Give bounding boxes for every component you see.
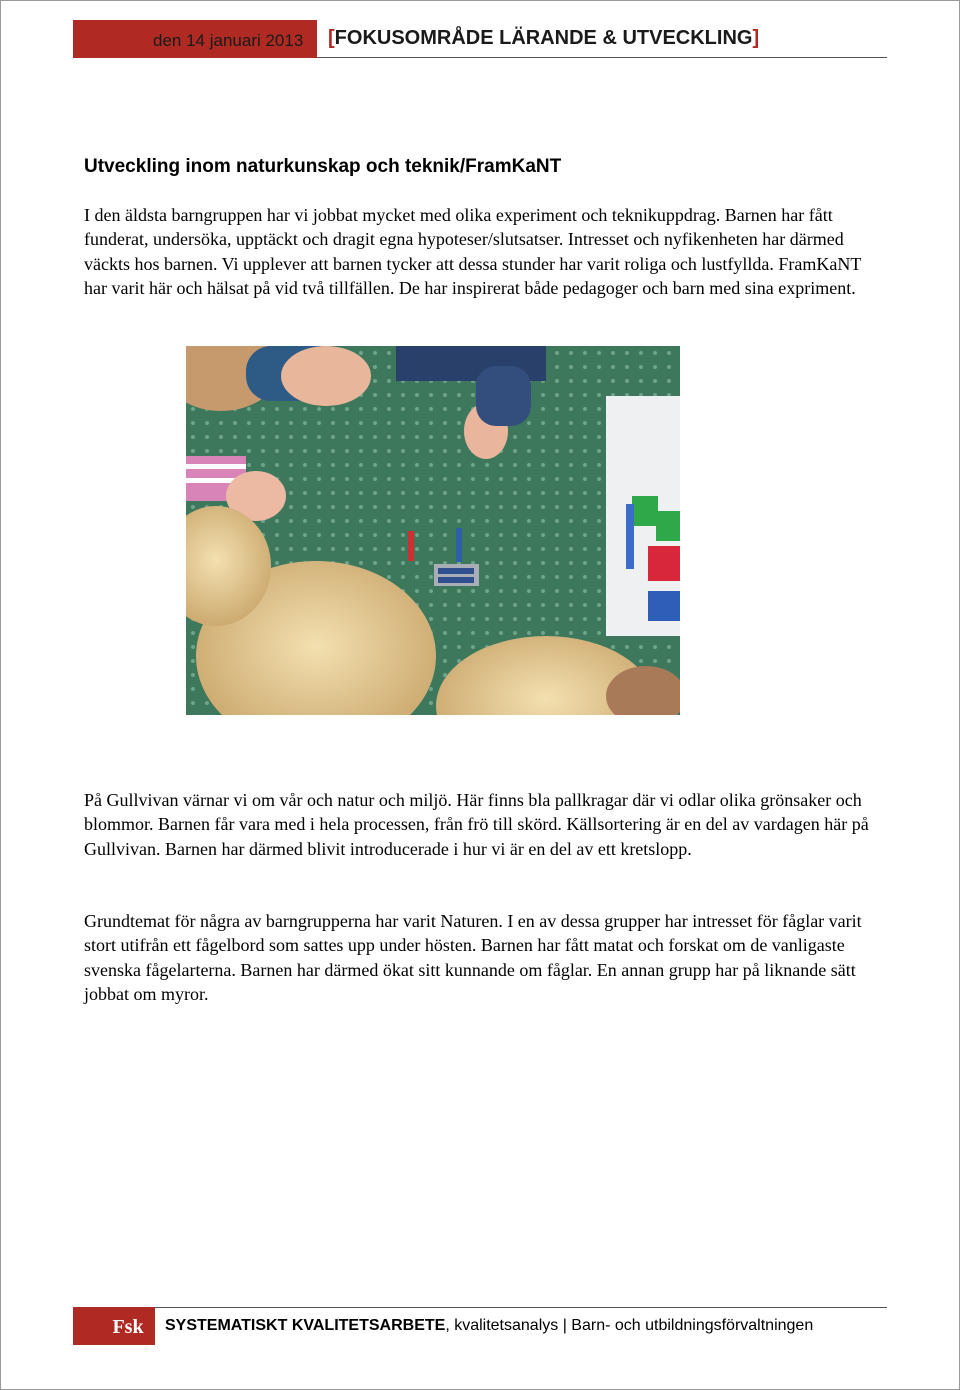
header-date: den 14 januari 2013 xyxy=(153,31,304,50)
children-experiment-photo xyxy=(186,346,680,715)
header-rule xyxy=(317,57,887,58)
paragraph-environment: På Gullvivan värnar vi om vår och natur och miljö. Här finns bla pallkragar där vi odlar olika grönsaker och blommor. Barnen får vara med i hela processen, från frö till skörd. Källsortering är en del av vardagen här på Gullvivan. Barnen har därmed blivit introducerade i hur vi är en del av ett kretslopp. xyxy=(84,790,869,859)
paragraph-framkant: I den äldsta barngruppen har vi jobbat mycket med olika experiment och teknikuppdrag. Barnen har fått funderat, undersöka, upptäckt och dragit egna hypoteser/slutsatser. Intresset och nyfikenheten har därmed väckts hos barnen. Vi upplever att barnen tycker att dessa stunder har varit roliga och lustfyllda. FramKaNT har varit här och hälsat på vid två tillfällen. De har inspirerat både pedagoger och barn med sina expriment. xyxy=(84,205,862,298)
header-bracket-open: [ xyxy=(328,27,335,49)
header-bracket-close: ] xyxy=(752,27,760,49)
header-title xyxy=(328,27,759,50)
footer-rule xyxy=(155,1307,887,1308)
footer-title: SYSTEMATISKT KVALITETSARBETE xyxy=(165,1317,446,1334)
footer-text xyxy=(165,1317,813,1335)
section-heading: Utveckling inom naturkunskap och teknik/FramKaNT xyxy=(84,156,562,177)
footer-logo: Fsk xyxy=(112,1316,144,1338)
footer-org: Barn- och utbildningsförvaltningen xyxy=(571,1317,814,1334)
footer-separator: | xyxy=(558,1317,572,1334)
footer-subtitle: , kvalitetsanalys xyxy=(445,1317,559,1334)
paragraph-nature-theme: Grundtemat för några av barngrupperna har varit Naturen. I en av dessa grupper har intresset för fåglar varit stort utifrån ett fågelbord som sattes upp under hösten. Barnen har fått matat och forskat om de vanligaste svenska fågelarterna. Barnen har därmed ökat sitt kunnande om fåglar. En annan grupp har på liknande sätt jobbat om myror. xyxy=(84,911,862,1004)
header-title-text: FOKUSOMRÅDE LÄRANDE & UTVECKLING xyxy=(334,27,753,49)
